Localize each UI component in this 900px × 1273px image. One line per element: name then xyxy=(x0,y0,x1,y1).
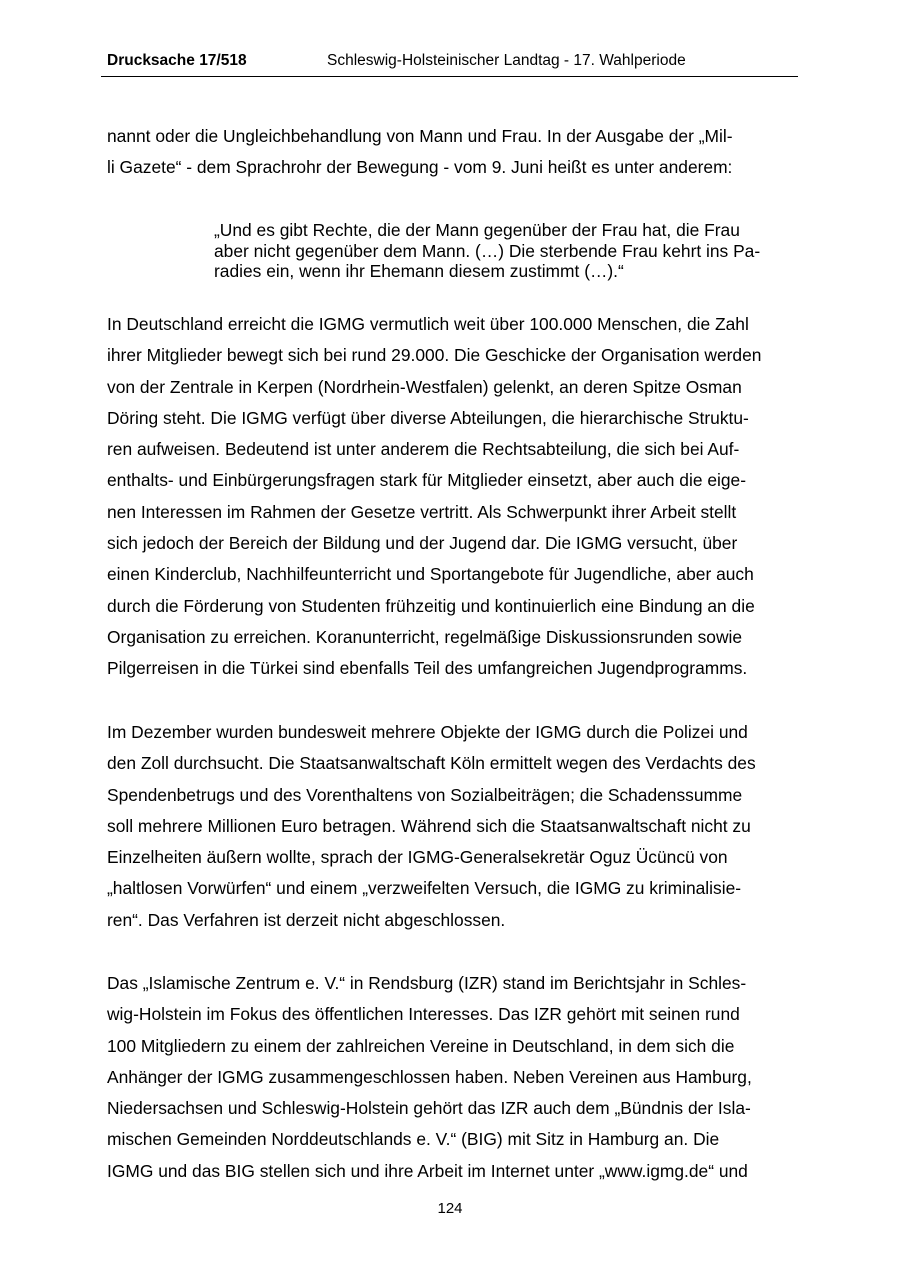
text-line: enthalts- und Einbürgerungsfragen stark für Mitglieder einsetzt, aber auch die eige- xyxy=(107,470,746,491)
parliament-title: Schleswig-Holsteinischer Landtag - 17. Wahlperiode xyxy=(327,52,686,69)
quote-line: „Und es gibt Rechte, die der Mann gegenüber der Frau hat, die Frau xyxy=(214,220,740,240)
text-line: nen Interessen im Rahmen der Gesetze vertritt. Als Schwerpunkt ihrer Arbeit stellt xyxy=(107,501,737,522)
text-line: Das „Islamische Zentrum e. V.“ in Rendsburg (IZR) stand im Berichtsjahr in Schles- xyxy=(107,973,747,993)
text-line: li Gazete“ - dem Sprachrohr der Bewegung - vom 9. Juni heißt es unter anderem: xyxy=(107,157,733,178)
text-line: Im Dezember wurden bundesweit mehrere Objekte der IGMG durch die Polizei und xyxy=(107,722,748,742)
text-line: durch die Förderung von Studenten frühzeitig und kontinuierlich eine Bindung an die xyxy=(107,595,755,616)
page-number: 124 xyxy=(437,1200,463,1217)
text-line: sich jedoch der Bereich der Bildung und der Jugend dar. Die IGMG versucht, über xyxy=(107,533,738,554)
text-line: Anhänger der IGMG zusammengeschlossen haben. Neben Vereinen aus Hamburg, xyxy=(107,1066,752,1087)
text-line: Döring steht. Die IGMG verfügt über diverse Abteilungen, die hierarchische Struktu- xyxy=(107,407,749,428)
text-line: den Zoll durchsucht. Die Staatsanwaltschaft Köln ermittelt wegen des Verdachts des xyxy=(107,753,756,774)
text-line: von der Zentrale in Kerpen (Nordrhein-Westfalen) gelenkt, an deren Spitze Osman xyxy=(107,376,742,397)
text-line: ihrer Mitglieder bewegt sich bei rund 29.000. Die Geschicke der Organisation werden xyxy=(107,345,762,366)
text-line: nannt oder die Ungleichbehandlung von Mann und Frau. In der Ausgabe der „Mil- xyxy=(107,126,733,146)
text-line: IGMG und das BIG stellen sich und ihre Arbeit im Internet unter „www.igmg.de“ und xyxy=(107,1160,748,1181)
paragraph-izr-rendsburg xyxy=(107,968,797,1187)
text-line: Organisation zu erreichen. Koranunterricht, regelmäßige Diskussionsrunden sowie xyxy=(107,626,743,647)
text-line: soll mehrere Millionen Euro betragen. Während sich die Staatsanwaltschaft nicht zu xyxy=(107,815,751,836)
text-line: einen Kinderclub, Nachhilfeunterricht und Sportangebote für Jugendliche, aber auch xyxy=(107,564,754,585)
text-line: ren“. Das Verfahren ist derzeit nicht abgeschlossen. xyxy=(107,909,506,930)
paragraph-december-search xyxy=(107,717,797,936)
text-line: 100 Mitgliedern zu einem der zahlreichen Vereine in Deutschland, in dem sich die xyxy=(107,1035,735,1056)
text-line: Niedersachsen und Schleswig-Holstein gehört das IZR auch dem „Bündnis der Isla- xyxy=(107,1098,751,1119)
text-line: wig-Holstein im Fokus des öffentlichen Interesses. Das IZR gehört mit seinen rund xyxy=(107,1004,740,1025)
text-line: ren aufweisen. Bedeutend ist unter anderem die Rechtsabteilung, die sich bei Auf- xyxy=(107,439,740,460)
quote-line: aber nicht gegenüber dem Mann. (…) Die sterbende Frau kehrt ins Pa- xyxy=(214,240,761,261)
block-quote xyxy=(214,220,794,282)
text-line: mischen Gemeinden Norddeutschlands e. V.“ (BIG) mit Sitz in Hamburg an. Die xyxy=(107,1129,720,1150)
quote-line: radies ein, wenn ihr Ehemann diesem zustimmt (…).“ xyxy=(214,261,624,281)
intro-paragraph xyxy=(107,121,797,184)
document-number: Drucksache 17/518 xyxy=(107,52,247,69)
text-line: Einzelheiten äußern wollte, sprach der IGMG-Generalsekretär Oguz Ücüncü von xyxy=(107,847,728,868)
text-line: „haltlosen Vorwürfen“ und einem „verzweifelten Versuch, die IGMG zu kriminalisie- xyxy=(107,878,742,899)
text-line: Pilgerreisen in die Türkei sind ebenfalls Teil des umfangreichen Jugendprogramms. xyxy=(107,658,748,679)
paragraph-igmg-germany xyxy=(107,309,797,685)
text-line: In Deutschland erreicht die IGMG vermutlich weit über 100.000 Menschen, die Zahl xyxy=(107,314,749,334)
text-line: Spendenbetrugs und des Vorenthaltens von Sozialbeiträgen; die Schadenssumme xyxy=(107,784,743,805)
header-rule xyxy=(101,76,798,77)
